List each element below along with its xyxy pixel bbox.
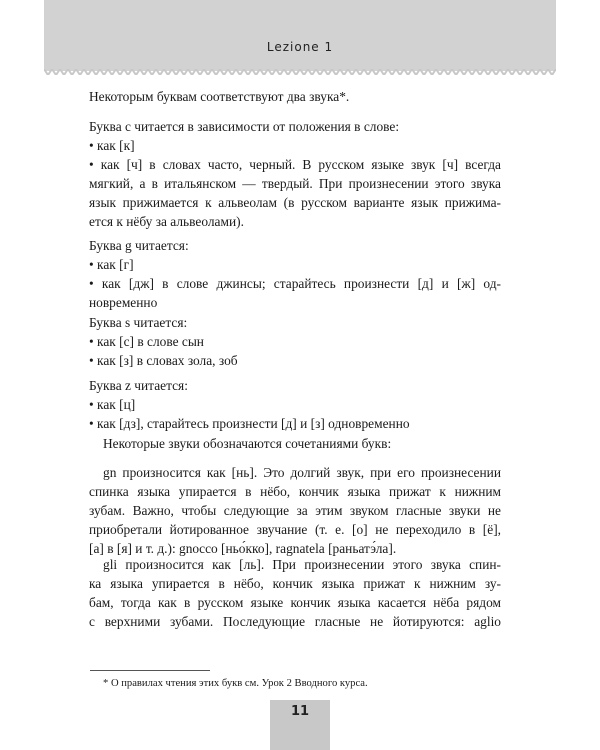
line-text: Буква g читается: bbox=[89, 238, 189, 253]
page-number: 11 bbox=[290, 704, 310, 719]
lesson-title: Lezione 1 bbox=[266, 40, 334, 54]
text-line bbox=[89, 520, 501, 539]
page-header bbox=[44, 0, 556, 71]
line-text: Буква z читается: bbox=[89, 378, 188, 393]
text-line bbox=[89, 376, 188, 395]
text-line bbox=[89, 332, 204, 351]
line-text: • как [ч] в словах часто, черный. В русском языке звук [ч] всегда bbox=[89, 157, 501, 172]
line-text: gn произносится как [нь]. Это долгий звук, при его произнесении bbox=[103, 465, 501, 480]
line-text: Некоторым буквам соответствуют два звука*. bbox=[89, 89, 350, 104]
text-line bbox=[89, 395, 135, 414]
line-text: • как [с] в слове сын bbox=[89, 334, 204, 349]
text-line bbox=[89, 87, 349, 106]
line-text: приобретали йотированное звучание (т. е. [о] не переходило в [ё], bbox=[89, 522, 501, 537]
line-text: зубам. Важно, чтобы следующие за этим звуком гласные звуки не bbox=[89, 503, 501, 518]
text-line bbox=[89, 351, 238, 370]
line-text: ется к нёбу за альвеолами). bbox=[89, 214, 244, 229]
line-text: • как [дж] в слове джинсы; старайтесь произнести [д] и [ж] од- bbox=[89, 276, 501, 291]
line-text: с верхними зубами. Последующие гласные не йотируются: aglio bbox=[89, 614, 501, 629]
text-line bbox=[89, 612, 501, 631]
text-line bbox=[103, 555, 501, 574]
text-line bbox=[89, 255, 134, 274]
text-line bbox=[89, 574, 501, 593]
text-line bbox=[103, 463, 501, 482]
text-line bbox=[89, 236, 189, 255]
text-line bbox=[89, 212, 244, 231]
line-text: gli произносится как [ль]. При произнесении этого звука спин- bbox=[103, 557, 501, 572]
footnote: * О правилах чтения этих букв см. Урок 2 Вводного курса. bbox=[103, 678, 368, 689]
line-text: язык прижимается к альвеолам (в русском варианте язык прижима- bbox=[89, 195, 501, 210]
text-line bbox=[103, 434, 391, 453]
text-line bbox=[89, 414, 410, 433]
text-line bbox=[89, 482, 501, 501]
line-text: бам, тогда как в русском языке кончик языка касается нёба рядом bbox=[89, 595, 501, 610]
text-line bbox=[89, 593, 501, 612]
text-line bbox=[89, 313, 187, 332]
line-text: • как [к] bbox=[89, 138, 135, 153]
page-number-tab bbox=[270, 700, 330, 750]
text-line bbox=[89, 193, 501, 212]
line-text: • как [з] в словах зола, зоб bbox=[89, 353, 238, 368]
text-line bbox=[89, 274, 501, 293]
text-line bbox=[89, 117, 399, 136]
text-line bbox=[89, 293, 157, 312]
text-line bbox=[89, 174, 501, 193]
line-text: Буква c читается в зависимости от положения в слове: bbox=[89, 119, 400, 134]
line-text: ка языка упирается в нёбо, кончик языка прижат к нижним зу- bbox=[89, 576, 501, 591]
header-zigzag-edge bbox=[44, 69, 556, 75]
line-text: • как [дз], старайтесь произнести [д] и [з] одновременно bbox=[89, 416, 410, 431]
line-text: • как [ц] bbox=[89, 397, 136, 412]
text-line bbox=[89, 136, 135, 155]
line-text: Некоторые звуки обозначаются сочетаниями букв: bbox=[103, 436, 392, 451]
line-text: • как [г] bbox=[89, 257, 134, 272]
footnote-divider bbox=[90, 670, 210, 671]
line-text: мягкий, а в итальянском — твердый. При произнесении этого звука bbox=[89, 176, 501, 191]
text-line bbox=[89, 155, 501, 174]
line-text: [а] в [я] и т. д.): gnocco [ньо́кко], ragnatela [раньатэ́ла]. bbox=[89, 541, 397, 556]
text-line bbox=[89, 501, 501, 520]
line-text: спинка языка упирается в нёбо, кончик языка прижат к нижним bbox=[89, 484, 501, 499]
line-text: Буква s читается: bbox=[89, 315, 188, 330]
line-text: новременно bbox=[89, 295, 158, 310]
